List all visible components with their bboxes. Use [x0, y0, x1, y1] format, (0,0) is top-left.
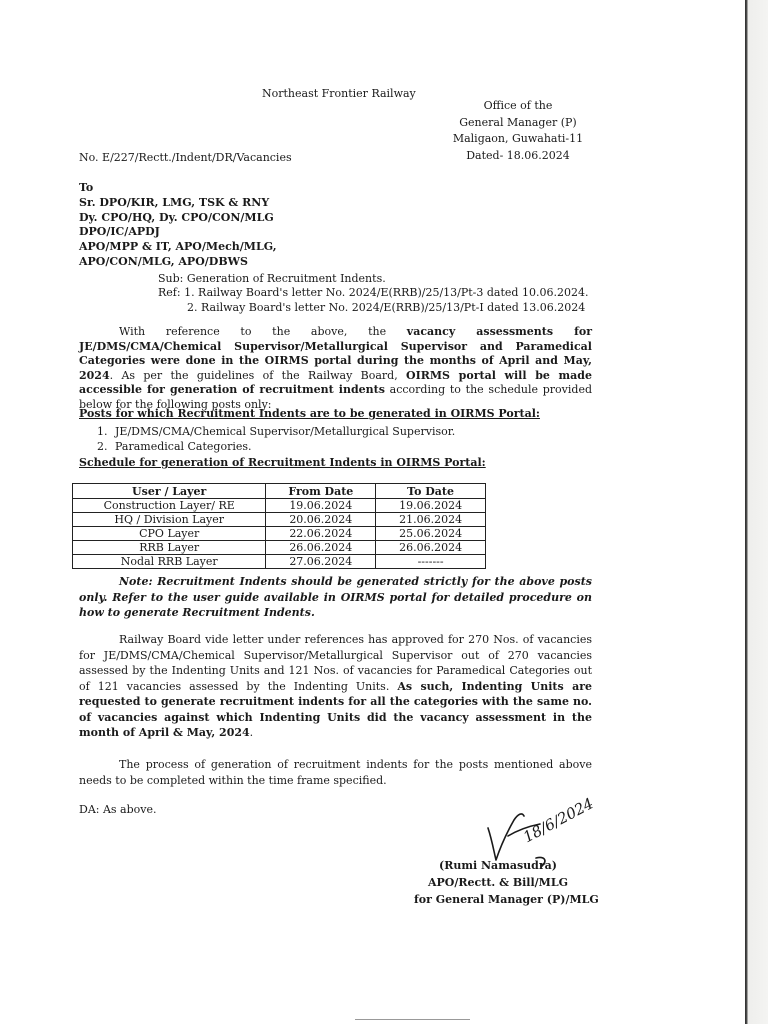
list-item	[97, 440, 455, 455]
reference-line-1: Ref: 1. Railway Board's letter No. 2024/E(RRB)/25/13/Pt-3 dated 10.06.2024.	[158, 286, 589, 299]
table-cell: 21.06.2024	[376, 513, 486, 527]
table-cell: HQ / Division Layer	[73, 513, 266, 527]
schedule-heading: Schedule for generation of Recruitment Indents in OIRMS Portal:	[79, 456, 486, 469]
posts-list	[97, 425, 455, 454]
organization-name: Northeast Frontier Railway	[262, 87, 416, 100]
office-line: Office of the	[483, 99, 553, 112]
scan-artifact-line	[355, 1019, 470, 1020]
table-cell: Nodal RRB Layer	[73, 555, 266, 569]
office-line: General Manager (P)	[459, 115, 577, 129]
addressee-line: Sr. DPO/KIR, LMG, TSK & RNY	[79, 195, 270, 209]
reference-block	[158, 286, 588, 315]
list-item	[97, 425, 455, 440]
enclosure-note: DA: As above.	[79, 803, 157, 816]
table-cell: 20.06.2024	[266, 513, 376, 527]
para2-text: .	[249, 726, 254, 739]
addressee-line: APO/MPP & IT, APO/Mech/MLG,	[79, 240, 277, 254]
table-cell: 19.06.2024	[376, 499, 486, 513]
to-label: To	[79, 181, 94, 194]
schedule-table	[72, 483, 486, 569]
paragraph-vacancies	[79, 632, 592, 741]
table-row	[73, 541, 486, 555]
signature-stroke	[488, 814, 524, 860]
table-row	[73, 555, 486, 569]
table-cell: 26.06.2024	[266, 541, 376, 555]
addressee-block	[79, 181, 277, 270]
signatory-designation: APO/Rectt. & Bill/MLG	[428, 876, 568, 889]
para1-text: according to the schedule provided below for the following posts only:	[79, 383, 592, 411]
para1-text: With reference to the above, the	[119, 325, 407, 338]
table-cell: 22.06.2024	[266, 527, 376, 541]
column-header: From Date	[266, 484, 376, 499]
list-item-text: JE/DMS/CMA/Chemical Supervisor/Metallurgical Supervisor.	[115, 425, 456, 438]
table-header-row	[73, 484, 486, 499]
list-number: 2.	[97, 439, 108, 453]
subject-line: Sub: Generation of Recruitment Indents.	[158, 272, 386, 285]
para1-text: . As per the guidelines of the Railway Board,	[109, 368, 407, 382]
table-cell: 27.06.2024	[266, 555, 376, 569]
addressee-line: DPO/IC/APDJ	[79, 225, 160, 239]
addressee-line: APO/CON/MLG, APO/DBWS	[79, 254, 248, 268]
table-row	[73, 513, 486, 527]
table-cell: -------	[376, 555, 486, 569]
table-row	[73, 527, 486, 541]
list-item-text: Paramedical Categories.	[115, 439, 252, 453]
para2-text: Railway Board vide letter under references has approved for 270 Nos. of vacancies for JE/DMS/CMA/Chemical Supervisor/Metallurgical Supervisor out of 270 vacancies assessed by the Indenting Units and 121 Nos. of vacancies for Paramedical Categories out of 121 vacancies assessed by the Indenting Units.	[79, 633, 592, 693]
signatory-block	[414, 857, 599, 908]
note-text: Note: Recruitment Indents should be generated strictly for the above posts only. Refer to the user guide available in OIRMS portal for detailed procedure on how to generate Recruitment Indents.	[79, 575, 592, 619]
note-paragraph	[79, 574, 592, 621]
table-cell: 19.06.2024	[266, 499, 376, 513]
list-number: 1.	[97, 425, 108, 438]
office-address-block	[448, 98, 588, 164]
table-cell: RRB Layer	[73, 541, 266, 555]
addressee-line: Dy. CPO/HQ, Dy. CPO/CON/MLG	[79, 210, 274, 224]
reference-line-2: 2. Railway Board's letter No. 2024/E(RRB)/25/13/Pt-I dated 13.06.2024	[187, 300, 586, 314]
table-cell: Construction Layer/ RE	[73, 499, 266, 513]
para2-bold-request: As such, Indenting Units are requested to generate recruitment indents for all the categories with the same no. of vacancies against which Indenting Units did the vacancy assessment in the month of April & May, 2024	[79, 679, 592, 739]
table-row	[73, 499, 486, 513]
para1-bold-assessment: vacancy assessments for JE/DMS/CMA/Chemical Supervisor/Metallurgical Supervisor and Paramedical Categories were done in the OIRMS portal during the months of April and May, 2024	[79, 325, 592, 382]
para1-bold-portal: OIRMS portal will be made accessible for generation of recruitment indents	[79, 368, 592, 396]
signatory-for-line: for General Manager (P)/MLG	[414, 893, 599, 906]
table-cell: CPO Layer	[73, 527, 266, 541]
column-header: User / Layer	[73, 484, 266, 499]
signatory-name: (Rumi Namasudra)	[439, 859, 557, 872]
letter-number: No. E/227/Rectt./Indent/DR/Vacancies	[79, 151, 292, 164]
paragraph-intro	[79, 325, 592, 412]
table-cell: 25.06.2024	[376, 527, 486, 541]
posts-heading: Posts for which Recruitment Indents are to be generated in OIRMS Portal:	[79, 407, 540, 420]
para3-text: The process of generation of recruitment indents for the posts mentioned above needs to be completed within the time frame specified.	[79, 758, 592, 787]
office-line: Maligaon, Guwahati-11	[452, 132, 584, 145]
column-header: To Date	[376, 484, 486, 499]
signature-date: 18/6/2024	[520, 794, 597, 847]
page-edge-shadow	[745, 0, 768, 1024]
paragraph-timeframe	[79, 757, 592, 788]
letter-date: Dated- 18.06.2024	[466, 148, 570, 162]
table-cell: 26.06.2024	[376, 541, 486, 555]
